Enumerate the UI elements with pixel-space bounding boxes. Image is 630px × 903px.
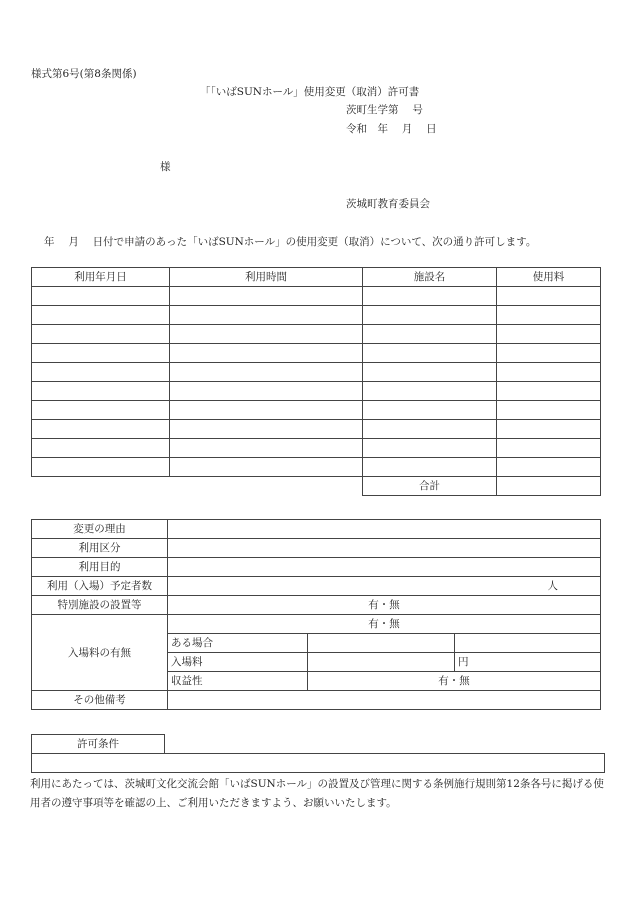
total-fee-cell[interactable] bbox=[497, 477, 601, 496]
table-row bbox=[32, 382, 601, 401]
attendees-unit: 人 bbox=[547, 580, 559, 592]
usage-time-cell[interactable] bbox=[170, 458, 363, 477]
table-row bbox=[32, 344, 601, 363]
change-reason-field[interactable] bbox=[168, 520, 601, 539]
header-usage-fee: 使用料 bbox=[497, 268, 601, 287]
if-yes-extra-field[interactable] bbox=[455, 634, 601, 653]
header-usage-date: 利用年月日 bbox=[32, 268, 170, 287]
facility-name-cell[interactable] bbox=[363, 287, 497, 306]
table-row bbox=[32, 363, 601, 382]
total-label: 合計 bbox=[363, 477, 497, 496]
profitability-label: 収益性 bbox=[168, 672, 308, 691]
usage-fee-cell[interactable] bbox=[497, 287, 601, 306]
table-row bbox=[32, 287, 601, 306]
table-row bbox=[32, 458, 601, 477]
header-usage-time: 利用時間 bbox=[170, 268, 363, 287]
profitability-field[interactable]: 有・無 bbox=[308, 672, 601, 691]
usage-purpose-label: 利用目的 bbox=[32, 558, 168, 577]
usage-fee-cell[interactable] bbox=[497, 382, 601, 401]
usage-time-cell[interactable] bbox=[170, 382, 363, 401]
admission-fee-field[interactable]: 有・無 bbox=[168, 615, 601, 634]
usage-time-cell[interactable] bbox=[170, 420, 363, 439]
details-table bbox=[31, 519, 601, 710]
issuer-name: 茨城町教育委員会 bbox=[346, 198, 430, 210]
addressee-suffix: 様 bbox=[160, 161, 171, 173]
form-number: 様式第6号(第8条関係) bbox=[31, 68, 137, 80]
usage-time-cell[interactable] bbox=[170, 287, 363, 306]
facility-name-cell[interactable] bbox=[363, 325, 497, 344]
intro-text: 年 月 日付で申請のあった「いばSUNホール」の使用変更（取消）について、次の通り許可します。 bbox=[44, 236, 537, 248]
facility-name-cell[interactable] bbox=[363, 344, 497, 363]
usage-date-cell[interactable] bbox=[32, 344, 170, 363]
conditions-label: 許可条件 bbox=[32, 735, 165, 754]
other-notes-label: その他備考 bbox=[32, 691, 168, 710]
usage-fee-cell[interactable] bbox=[497, 344, 601, 363]
admission-fee-label: 入場料の有無 bbox=[32, 615, 168, 691]
table-row bbox=[32, 420, 601, 439]
other-notes-field[interactable] bbox=[168, 691, 601, 710]
usage-time-cell[interactable] bbox=[170, 344, 363, 363]
usage-time-cell[interactable] bbox=[170, 439, 363, 458]
table-row bbox=[32, 325, 601, 344]
special-facility-field[interactable]: 有・無 bbox=[168, 596, 601, 615]
usage-date-cell[interactable] bbox=[32, 382, 170, 401]
if-yes-label: ある場合 bbox=[168, 634, 308, 653]
header-facility-name: 施設名 bbox=[363, 268, 497, 287]
conditions-label-box bbox=[31, 734, 165, 754]
usage-date-cell[interactable] bbox=[32, 401, 170, 420]
table-row bbox=[32, 401, 601, 420]
usage-time-cell[interactable] bbox=[170, 363, 363, 382]
usage-purpose-field[interactable] bbox=[168, 558, 601, 577]
usage-fee-cell[interactable] bbox=[497, 306, 601, 325]
usage-table-header bbox=[32, 268, 601, 287]
table-row bbox=[32, 306, 601, 325]
usage-category-field[interactable] bbox=[168, 539, 601, 558]
expected-attendees-field[interactable] bbox=[168, 577, 601, 596]
facility-name-cell[interactable] bbox=[363, 306, 497, 325]
total-row bbox=[32, 477, 601, 496]
expected-attendees-label: 利用（入場）予定者数 bbox=[32, 577, 168, 596]
facility-name-cell[interactable] bbox=[363, 439, 497, 458]
usage-fee-cell[interactable] bbox=[497, 420, 601, 439]
change-reason-label: 変更の理由 bbox=[32, 520, 168, 539]
usage-date-cell[interactable] bbox=[32, 363, 170, 382]
usage-date-cell[interactable] bbox=[32, 420, 170, 439]
yen-unit-cell bbox=[455, 653, 601, 672]
usage-category-label: 利用区分 bbox=[32, 539, 168, 558]
usage-date-cell[interactable] bbox=[32, 325, 170, 344]
facility-name-cell[interactable] bbox=[363, 382, 497, 401]
usage-time-cell[interactable] bbox=[170, 306, 363, 325]
facility-name-cell[interactable] bbox=[363, 458, 497, 477]
facility-name-cell[interactable] bbox=[363, 401, 497, 420]
footer-notice: 利用にあたっては、茨城町文化交流会館「いばSUNホール」の設置及び管理に関する条例施行規則第12条各号に掲げる使用者の遵守事項等を確認の上、ご利用いただきますよう、お願いいたします。 bbox=[30, 778, 604, 809]
usage-fee-cell[interactable] bbox=[497, 439, 601, 458]
usage-date-cell[interactable] bbox=[32, 287, 170, 306]
usage-time-cell[interactable] bbox=[170, 325, 363, 344]
admission-price-label: 入場料 bbox=[168, 653, 308, 672]
table-row bbox=[32, 439, 601, 458]
usage-fee-cell[interactable] bbox=[497, 401, 601, 420]
issue-date: 令和 年 月 日 bbox=[346, 123, 437, 135]
usage-fee-cell[interactable] bbox=[497, 363, 601, 382]
facility-name-cell[interactable] bbox=[363, 363, 497, 382]
document-number: 茨町生学第 号 bbox=[346, 104, 423, 116]
conditions-field[interactable] bbox=[31, 753, 605, 773]
usage-fee-cell[interactable] bbox=[497, 325, 601, 344]
usage-date-cell[interactable] bbox=[32, 458, 170, 477]
usage-table bbox=[31, 267, 601, 496]
facility-name-cell[interactable] bbox=[363, 420, 497, 439]
yen-unit: 円 bbox=[458, 656, 469, 668]
if-yes-field[interactable] bbox=[308, 634, 455, 653]
admission-price-field[interactable] bbox=[308, 653, 455, 672]
usage-fee-cell[interactable] bbox=[497, 458, 601, 477]
usage-time-cell[interactable] bbox=[170, 401, 363, 420]
usage-date-cell[interactable] bbox=[32, 306, 170, 325]
document-title: 「「いばSUNホール」使用変更（取消）許可書 bbox=[200, 86, 420, 98]
special-facility-label: 特別施設の設置等 bbox=[32, 596, 168, 615]
usage-date-cell[interactable] bbox=[32, 439, 170, 458]
